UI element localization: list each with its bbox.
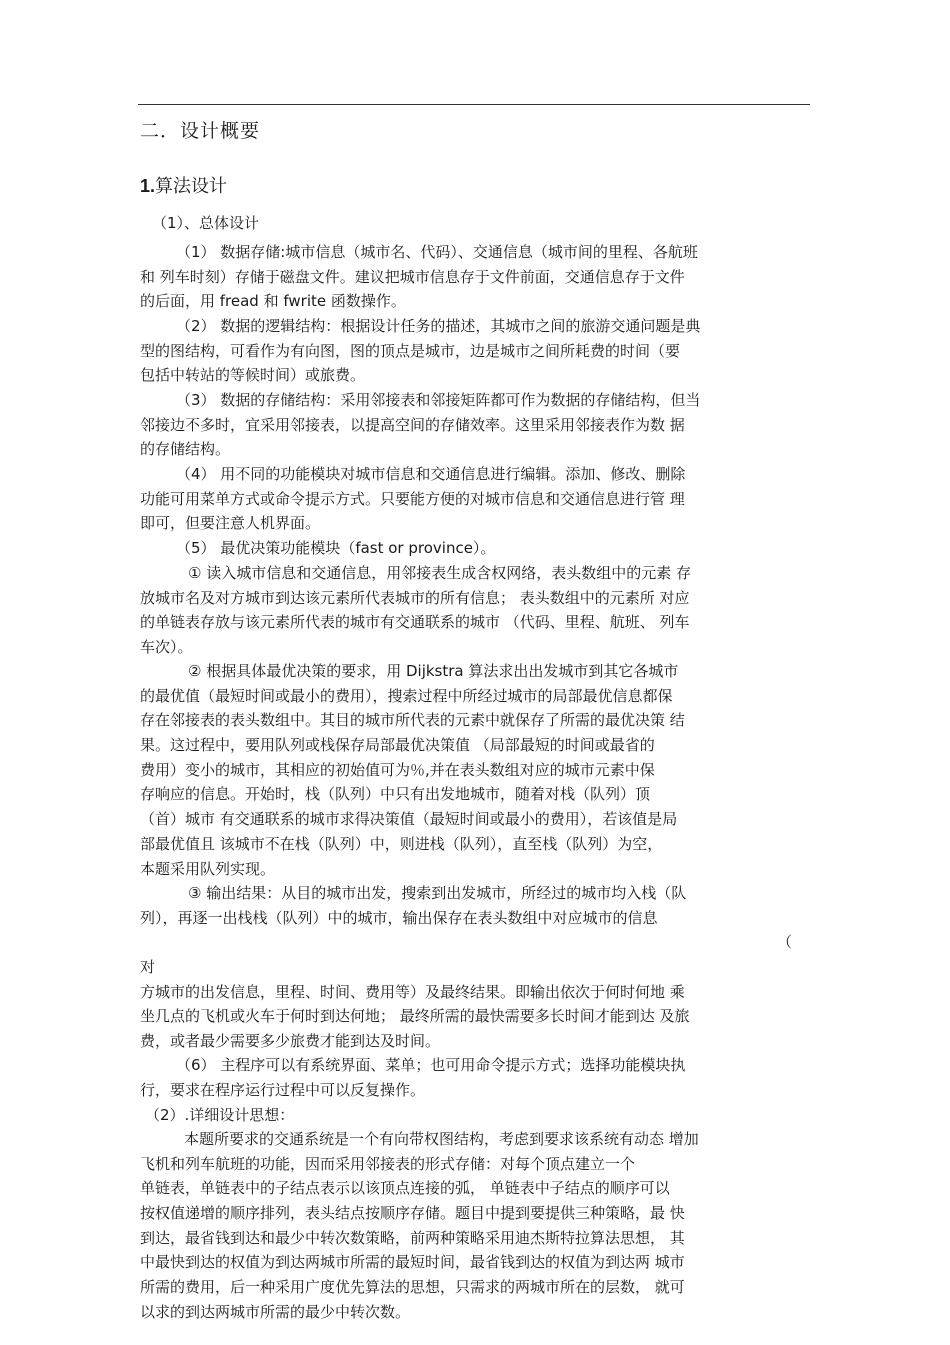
text-line: 即可，但要注意人机界面。 [140,514,321,533]
text-line: 列），再逐一出栈栈（队列）中的城市，输出保存在表头数组中对应城市的信息 [140,908,658,927]
text-line: 所需的费用，后一种采用广度优先算法的思想，只需求的两城市所在的层数， 就可 [140,1278,685,1297]
text-line: 功能可用菜单方式或命令提示方式。只要能方便的对城市信息和交通信息进行管 理 [140,489,685,508]
text-line: 包括中转站的等候时间）或旅费。 [140,366,366,385]
text-line: 的单链表存放与该元素所代表的城市有交通联系的城市 （代码、里程、航班、 列车 [140,613,690,632]
text-line: （4） 用不同的功能模块对城市信息和交通信息进行编辑。添加、修改、删除 [176,465,686,483]
text-line: 存在邻接表的表头数组中。其目的城市所代表的元素中就保存了所需的最优决策 结 [140,711,685,730]
sub-title [140,172,227,198]
text-line: 到达，最省钱到达和最少中转次数策略，前两种策略采用迪杰斯特拉算法思想， 其 [140,1228,685,1247]
text-line: 的最优值（最短时间或最小的费用），搜索过程中所经过城市的局部最优信息都保 [140,686,673,705]
text-line: （3） 数据的存储结构：采用邻接表和邻接矩阵都可作为数据的存储结构，但当 [176,391,701,409]
text-line: （2） 数据的逻辑结构：根据设计任务的描述，其城市之间的旅游交通问题是典 [176,317,701,335]
text-line: 的后面，用 fread 和 fwrite 函数操作。 [140,292,406,311]
text-line: 邻接边不多时，宜采用邻接表，以提高空间的存储效率。这里采用邻接表作为数 据 [140,415,685,434]
text-line: 部最优值且 该城市不在栈（队列）中，则进栈（队列），直至栈（队列）为空， [140,834,663,853]
text-line: 费用）变小的城市，其相应的初始值可为％,并在表头数组对应的城市元素中保 [140,760,655,779]
text-line: 本题采用队列实现。 [140,859,276,878]
text-line: ① 读入城市信息和交通信息，用邻接表生成含权网络，表头数组中的元素 存 [188,564,691,582]
text-line: （5） 最优决策功能模块（fast or province）。 [176,539,496,557]
text-line: 放城市名及对方城市到达该元素所代表城市的所有信息； 表头数组中的元素所 对应 [140,588,690,607]
text-line: 以求的到达两城市所需的最少中转次数。 [140,1302,411,1321]
text-line: 和 列车时刻）存储于磁盘文件。建议把城市信息存于文件前面，交通信息存于文件 [140,267,685,286]
text-line: ③ 输出结果：从目的城市出发，搜索到出发城市，所经过的城市均入栈（队 [188,884,687,902]
text-line: 中最快到达的权值为到达两城市所需的最短时间，最省钱到达的权值为到达两 城市 [140,1253,685,1272]
paragraph-step-3 [140,881,810,1054]
paragraph-storage-structure [140,388,810,462]
paragraph-decision-module [140,536,810,561]
text-line: 按权值递增的顺序排列，表头结点按顺序存储。题目中提到要提供三种策略，最 快 [140,1204,685,1223]
text-line: 本题所要求的交通系统是一个有向带权图结构，考虑到要求该系统有动态 增加 [184,1130,699,1148]
text-line: （6） 主程序可以有系统界面、菜单；也可用命令提示方式；选择功能模块执 [176,1056,686,1074]
text-line: （ [776,933,792,952]
overall-design-title: （1）、总体设计 [152,214,260,232]
paragraph-step-1 [140,561,810,660]
sub-title-number: 1. [140,176,156,196]
text-line: 飞机和列车航班的功能，因而采用邻接表的形式存储：对每个顶点建立一个 [140,1154,636,1173]
text-line: 存响应的信息。开始时，栈（队列）中只有出发地城市，随着对栈（队列）顶 [140,785,651,804]
section-title: 二．设计概要 [140,120,261,142]
text-line: （1） 数据存储:城市信息（城市名、代码）、交通信息（城市间的里程、各航班 [176,243,698,261]
paragraph-data-storage [140,240,810,314]
text-line: 费，或者最少需要多少旅费才能到达及时间。 [140,1032,441,1051]
text-line: 方城市的出发信息，里程、时间、费用等）及最终结果。即输出依次于何时何地 乘 [140,982,685,1001]
text-line: 果。这过程中，要用队列或栈保存局部最优决策值 （局部最短的时间或最省的 [140,736,655,755]
sub-title-text: 算法设计 [155,176,228,197]
text-line: （首）城市 有交通联系的城市求得决策值（最短时间或最小的费用），若该值是局 [140,810,678,829]
text-line: 型的图结构，可看作为有向图，图的顶点是城市，边是城市之间所耗费的时间（要 [140,341,681,360]
text-line: 坐几点的飞机或火车于何时到达何地； 最终所需的最快需要多长时间才能到达 及旅 [140,1007,690,1026]
text-line: 行，要求在程序运行过程中可以反复操作。 [140,1080,426,1099]
text-line: 对 [140,958,156,977]
paragraph-logical-structure [140,314,810,388]
paragraph-editing-modules [140,462,810,536]
text-line: 单链表，单链表中的子结点表示以该顶点连接的弧， 单链表中子结点的顺序可以 [140,1179,670,1198]
header-rule [138,104,810,105]
detail-design-title: （2）.详细设计思想： [145,1106,295,1124]
text-line: 的存储结构。 [140,440,231,459]
paragraph-main-program [140,1053,810,1102]
paragraph-step-2 [140,659,810,881]
text-line: 车次）。 [140,638,193,657]
text-line: ② 根据具体最优决策的要求，用 Dijkstra 算法求出出发城市到其它各城市 [188,662,679,680]
paragraph-detail-design [140,1127,810,1325]
